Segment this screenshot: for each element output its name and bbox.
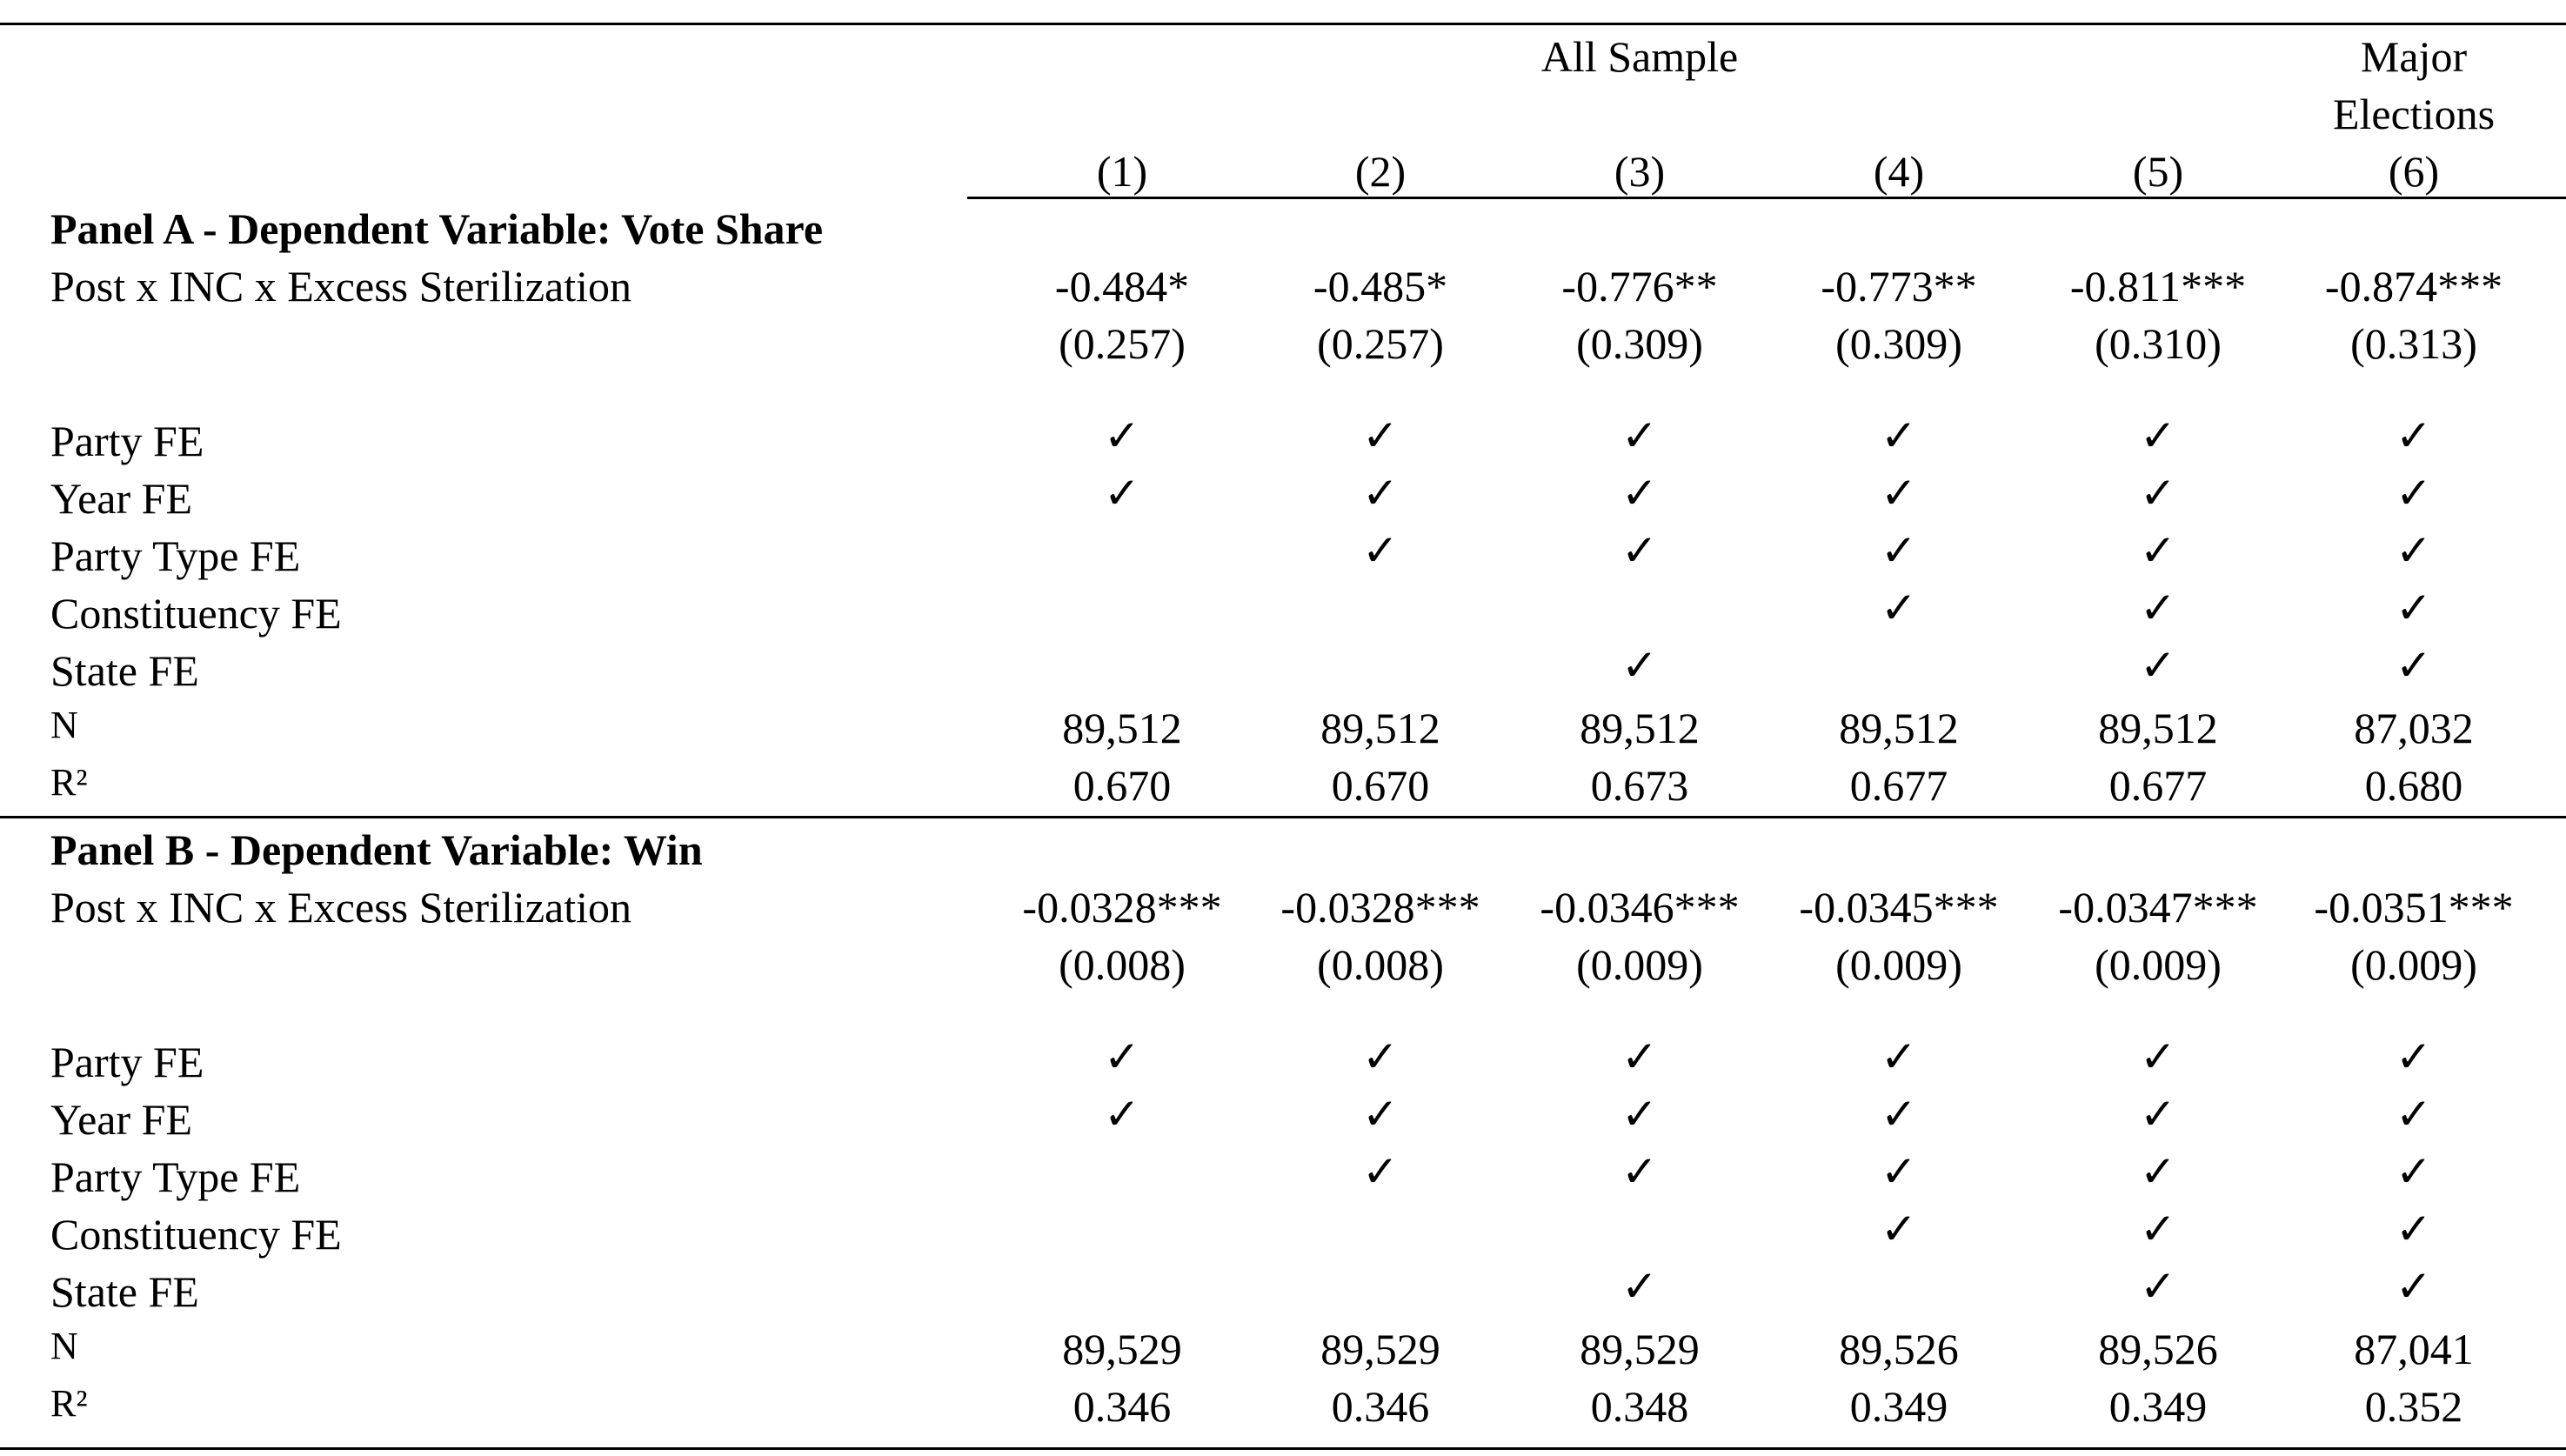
coef-value: -0.0351*** bbox=[2314, 883, 2514, 932]
n-label: N bbox=[50, 704, 78, 746]
coef-value: -0.0328*** bbox=[1022, 883, 1222, 932]
checkmark-icon: ✓ bbox=[2140, 1089, 2176, 1139]
checkmark-icon: ✓ bbox=[2140, 1204, 2176, 1254]
panel-title: Panel A - Dependent Variable: Vote Share bbox=[50, 204, 824, 253]
se-value: (0.309) bbox=[1835, 319, 1962, 368]
checkmark-icon: ✓ bbox=[1104, 411, 1140, 461]
checkmark-icon: ✓ bbox=[1881, 1146, 1917, 1197]
fe-label: Year FE bbox=[50, 474, 192, 523]
se-value: (0.309) bbox=[1576, 319, 1703, 368]
n-value: 89,512 bbox=[1062, 704, 1182, 752]
checkmark-icon: ✓ bbox=[2140, 640, 2176, 691]
coef-value: -0.773** bbox=[1821, 262, 1977, 311]
checkmark-icon: ✓ bbox=[1362, 525, 1399, 576]
n-value: 89,512 bbox=[1320, 704, 1440, 752]
se-value: (0.008) bbox=[1059, 940, 1186, 989]
top-rule bbox=[0, 23, 2566, 25]
checkmark-icon: ✓ bbox=[2396, 411, 2432, 461]
se-value: (0.257) bbox=[1317, 319, 1444, 368]
se-value: (0.008) bbox=[1317, 940, 1444, 989]
checkmark-icon: ✓ bbox=[1881, 1089, 1917, 1139]
header-group-major-line2: Elections bbox=[2332, 90, 2496, 138]
checkmark-icon: ✓ bbox=[2140, 468, 2176, 518]
coef-value: -0.485* bbox=[1313, 262, 1448, 311]
coef-label: Post x INC x Excess Sterilization bbox=[50, 883, 631, 932]
checkmark-icon: ✓ bbox=[1621, 640, 1658, 691]
column-header: (1) bbox=[1096, 147, 1148, 196]
checkmark-icon: ✓ bbox=[1104, 1032, 1140, 1082]
n-value: 89,529 bbox=[1062, 1325, 1182, 1373]
fe-label: Year FE bbox=[50, 1095, 192, 1144]
n-value: 87,041 bbox=[2354, 1325, 2474, 1373]
checkmark-icon: ✓ bbox=[1881, 468, 1917, 518]
se-value: (0.310) bbox=[2095, 319, 2222, 368]
n-value: 89,512 bbox=[2098, 704, 2218, 752]
r2-value: 0.670 bbox=[1331, 761, 1430, 810]
checkmark-icon: ✓ bbox=[2396, 1261, 2432, 1312]
checkmark-icon: ✓ bbox=[1881, 1032, 1917, 1082]
coef-value: -0.0347*** bbox=[2058, 883, 2258, 932]
fe-label: Party Type FE bbox=[50, 1152, 301, 1201]
coef-value: -0.811*** bbox=[2069, 262, 2247, 311]
checkmark-icon: ✓ bbox=[2396, 525, 2432, 576]
checkmark-icon: ✓ bbox=[1362, 1146, 1399, 1197]
checkmark-icon: ✓ bbox=[2140, 1032, 2176, 1082]
column-header: (2) bbox=[1354, 147, 1407, 196]
checkmark-icon: ✓ bbox=[1104, 1089, 1140, 1139]
panel-divider-rule bbox=[0, 816, 2566, 818]
se-value: (0.009) bbox=[1835, 940, 1962, 989]
coef-value: -0.776** bbox=[1561, 262, 1718, 311]
fe-label: State FE bbox=[50, 1267, 199, 1316]
se-value: (0.009) bbox=[2350, 940, 2477, 989]
checkmark-icon: ✓ bbox=[1621, 1089, 1658, 1139]
n-value: 89,526 bbox=[1839, 1325, 1959, 1373]
bottom-rule bbox=[0, 1447, 2566, 1450]
fe-label: Constituency FE bbox=[50, 1210, 342, 1259]
coef-value: -0.0345*** bbox=[1799, 883, 1999, 932]
checkmark-icon: ✓ bbox=[1621, 1032, 1658, 1082]
n-value: 89,529 bbox=[1320, 1325, 1440, 1373]
n-value: 87,032 bbox=[2354, 704, 2474, 752]
coef-value: -0.0346*** bbox=[1540, 883, 1740, 932]
checkmark-icon: ✓ bbox=[2140, 525, 2176, 576]
r2-value: 0.673 bbox=[1590, 761, 1689, 810]
column-header: (3) bbox=[1614, 147, 1666, 196]
r2-value: 0.670 bbox=[1073, 761, 1172, 810]
checkmark-icon: ✓ bbox=[1104, 468, 1140, 518]
r2-value: 0.677 bbox=[2108, 761, 2208, 810]
r2-value: 0.346 bbox=[1331, 1382, 1430, 1431]
coef-value: -0.874*** bbox=[2324, 262, 2503, 311]
coef-value: -0.0328*** bbox=[1280, 883, 1480, 932]
checkmark-icon: ✓ bbox=[2140, 583, 2176, 633]
checkmark-icon: ✓ bbox=[2396, 1204, 2432, 1254]
checkmark-icon: ✓ bbox=[2140, 1146, 2176, 1197]
header-rule bbox=[967, 197, 2566, 199]
header-group-all-sample: All Sample bbox=[1540, 32, 1739, 81]
checkmark-icon: ✓ bbox=[1362, 1089, 1399, 1139]
checkmark-icon: ✓ bbox=[1621, 411, 1658, 461]
checkmark-icon: ✓ bbox=[1881, 411, 1917, 461]
r2-value: 0.346 bbox=[1073, 1382, 1172, 1431]
column-header: (6) bbox=[2388, 147, 2440, 196]
checkmark-icon: ✓ bbox=[2396, 1146, 2432, 1197]
se-value: (0.009) bbox=[1576, 940, 1703, 989]
header-group-major-line1: Major bbox=[2360, 32, 2468, 81]
se-value: (0.009) bbox=[2095, 940, 2222, 989]
checkmark-icon: ✓ bbox=[2140, 1261, 2176, 1312]
checkmark-icon: ✓ bbox=[1621, 1261, 1658, 1312]
checkmark-icon: ✓ bbox=[1362, 1032, 1399, 1082]
r2-value: 0.348 bbox=[1590, 1382, 1689, 1431]
fe-label: State FE bbox=[50, 646, 199, 695]
r2-value: 0.352 bbox=[2364, 1382, 2463, 1431]
checkmark-icon: ✓ bbox=[2396, 583, 2432, 633]
checkmark-icon: ✓ bbox=[1881, 525, 1917, 576]
column-header: (4) bbox=[1873, 147, 1925, 196]
fe-label: Party FE bbox=[50, 417, 204, 465]
checkmark-icon: ✓ bbox=[2396, 1089, 2432, 1139]
checkmark-icon: ✓ bbox=[1881, 1204, 1917, 1254]
r2-label: R² bbox=[50, 1382, 88, 1425]
r2-value: 0.677 bbox=[1849, 761, 1948, 810]
checkmark-icon: ✓ bbox=[2396, 1032, 2432, 1082]
checkmark-icon: ✓ bbox=[1362, 411, 1399, 461]
column-header: (5) bbox=[2132, 147, 2184, 196]
fe-label: Constituency FE bbox=[50, 589, 342, 638]
r2-value: 0.349 bbox=[1849, 1382, 1948, 1431]
checkmark-icon: ✓ bbox=[2396, 640, 2432, 691]
checkmark-icon: ✓ bbox=[1362, 468, 1399, 518]
fe-label: Party FE bbox=[50, 1038, 204, 1086]
checkmark-icon: ✓ bbox=[1621, 525, 1658, 576]
r2-label: R² bbox=[50, 761, 88, 804]
se-value: (0.257) bbox=[1059, 319, 1186, 368]
coef-value: -0.484* bbox=[1054, 262, 1190, 311]
n-label: N bbox=[50, 1325, 78, 1367]
checkmark-icon: ✓ bbox=[1621, 1146, 1658, 1197]
n-value: 89,512 bbox=[1839, 704, 1959, 752]
checkmark-icon: ✓ bbox=[2396, 468, 2432, 518]
coef-label: Post x INC x Excess Sterilization bbox=[50, 262, 631, 311]
checkmark-icon: ✓ bbox=[2140, 411, 2176, 461]
fe-label: Party Type FE bbox=[50, 531, 301, 580]
n-value: 89,512 bbox=[1580, 704, 1700, 752]
checkmark-icon: ✓ bbox=[1621, 468, 1658, 518]
se-value: (0.313) bbox=[2350, 319, 2477, 368]
checkmark-icon: ✓ bbox=[1881, 583, 1917, 633]
r2-value: 0.680 bbox=[2364, 761, 2463, 810]
r2-value: 0.349 bbox=[2108, 1382, 2208, 1431]
panel-title: Panel B - Dependent Variable: Win bbox=[50, 825, 703, 874]
n-value: 89,526 bbox=[2098, 1325, 2218, 1373]
n-value: 89,529 bbox=[1580, 1325, 1700, 1373]
